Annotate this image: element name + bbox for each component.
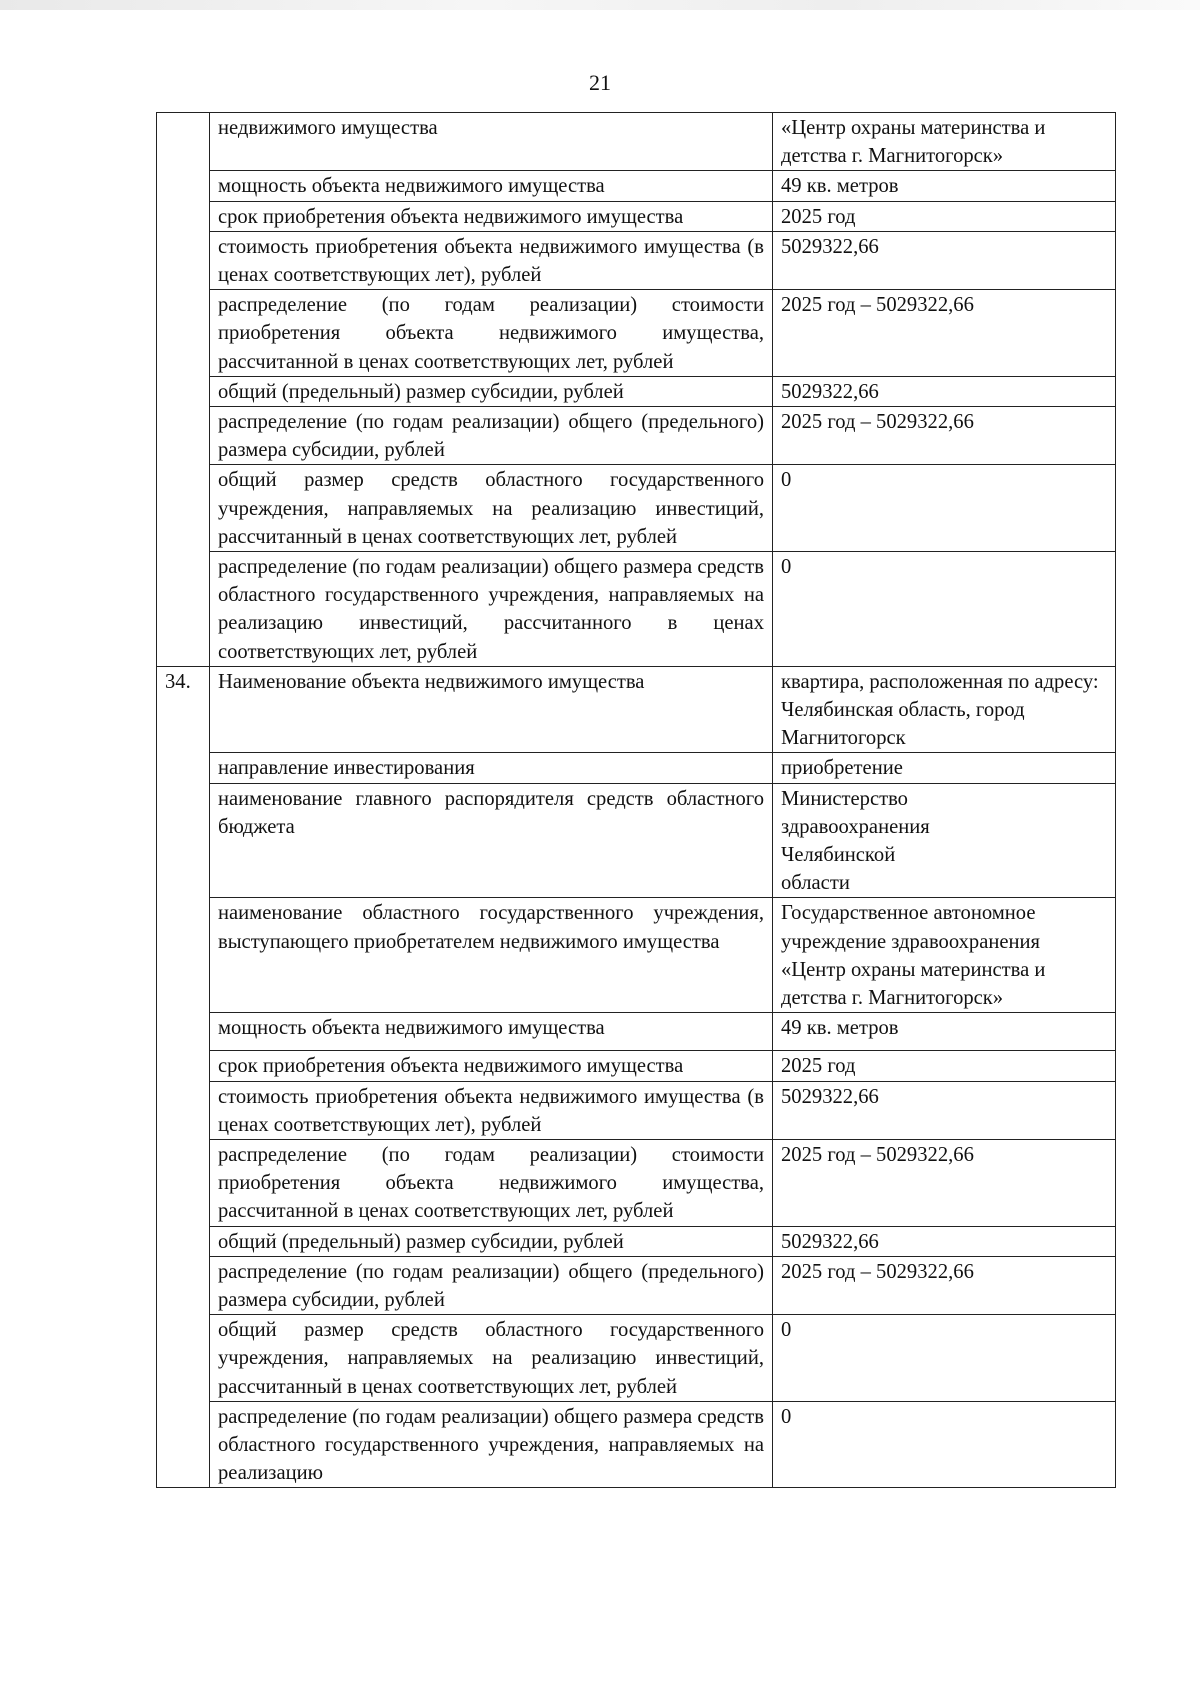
table-row (157, 552, 1116, 667)
row-label: недвижимого имущества (210, 113, 773, 171)
table-row (157, 1226, 1116, 1256)
row-value: квартира, расположенная по адресу: Челябинская область, город Магнитогорск (773, 666, 1116, 753)
row-value: 0 (773, 1401, 1116, 1488)
table-row (157, 1081, 1116, 1139)
row-label: мощность объекта недвижимого имущества (210, 171, 773, 201)
row-value: 5029322,66 (773, 1081, 1116, 1139)
row-label: распределение (по годам реализации) общего размера средств областного государственного учреждения, направляемых на реализацию инвестиций, рассчитанного в ценах соответствующих лет, рублей (210, 552, 773, 667)
table-row (157, 290, 1116, 377)
row-label: распределение (по годам реализации) общего (предельного) размера субсидии, рублей (210, 1256, 773, 1314)
table-row (157, 666, 1116, 753)
row-label: распределение (по годам реализации) общего (предельного) размера субсидии, рублей (210, 407, 773, 465)
row-label: срок приобретения объекта недвижимого имущества (210, 1051, 773, 1081)
scan-top-edge (0, 0, 1200, 10)
row-label: распределение (по годам реализации) стоимости приобретения объекта недвижимого имущества, рассчитанной в ценах соответствующих лет, рублей (210, 1139, 773, 1226)
row-value: 5029322,66 (773, 231, 1116, 289)
table-row (157, 783, 1116, 898)
row-label: общий размер средств областного государственного учреждения, направляемых на реализацию инвестиций, рассчитанный в ценах соответствующих лет, рублей (210, 1315, 773, 1402)
row-value: 5029322,66 (773, 376, 1116, 406)
row-label: Наименование объекта недвижимого имущества (210, 666, 773, 753)
row-value: 2025 год (773, 1051, 1116, 1081)
row-value: «Центр охраны материнства и детства г. Магнитогорск» (773, 113, 1116, 171)
row-label: наименование областного государственного учреждения, выступающего приобретателем недвижимого имущества (210, 898, 773, 1013)
row-value: 2025 год – 5029322,66 (773, 1256, 1116, 1314)
row-value-text: Министерство здравоохранения Челябинской области (781, 787, 930, 895)
investment-table (156, 112, 1116, 1488)
row-label: общий размер средств областного государственного учреждения, направляемых на реализацию инвестиций, рассчитанный в ценах соответствующих лет, рублей (210, 465, 773, 552)
table-row (157, 465, 1116, 552)
row-value: 49 кв. метров (773, 171, 1116, 201)
row-value: Государственное автономное учреждение здравоохранения «Центр охраны материнства и детства г. Магнитогорск» (773, 898, 1116, 1013)
table-row (157, 1051, 1116, 1081)
row-value: 2025 год – 5029322,66 (773, 1139, 1116, 1226)
table-row (157, 1315, 1116, 1402)
table-row (157, 113, 1116, 171)
row-value: 0 (773, 552, 1116, 667)
row-number-cell (157, 113, 210, 667)
row-label: мощность объекта недвижимого имущества (210, 1013, 773, 1051)
row-label: общий (предельный) размер субсидии, рублей (210, 376, 773, 406)
row-label: стоимость приобретения объекта недвижимого имущества (в ценах соответствующих лет), рублей (210, 1081, 773, 1139)
table-row (157, 407, 1116, 465)
row-label: общий (предельный) размер субсидии, рублей (210, 1226, 773, 1256)
row-value: 0 (773, 1315, 1116, 1402)
row-value: 5029322,66 (773, 1226, 1116, 1256)
row-value: 49 кв. метров (773, 1013, 1116, 1051)
table-row (157, 231, 1116, 289)
table-row (157, 376, 1116, 406)
row-value: 2025 год – 5029322,66 (773, 290, 1116, 377)
table-row (157, 171, 1116, 201)
table-row (157, 898, 1116, 1013)
row-value: 0 (773, 465, 1116, 552)
row-value: приобретение (773, 753, 1116, 783)
row-label: наименование главного распорядителя средств областного бюджета (210, 783, 773, 898)
row-label: стоимость приобретения объекта недвижимого имущества (в ценах соответствующих лет), рублей (210, 231, 773, 289)
row-label: распределение (по годам реализации) общего размера средств областного государственного учреждения, направляемых на реализацию (210, 1401, 773, 1488)
row-label: распределение (по годам реализации) стоимости приобретения объекта недвижимого имущества, рассчитанной в ценах соответствующих лет, рублей (210, 290, 773, 377)
row-number-cell: 34. (157, 666, 210, 1487)
row-label: срок приобретения объекта недвижимого имущества (210, 201, 773, 231)
table-row (157, 753, 1116, 783)
table-row (157, 201, 1116, 231)
table-row (157, 1139, 1116, 1226)
row-value: 2025 год – 5029322,66 (773, 407, 1116, 465)
page-number: 21 (589, 70, 611, 95)
row-value: 2025 год (773, 201, 1116, 231)
table-row (157, 1256, 1116, 1314)
table-row (157, 1013, 1116, 1051)
row-label: направление инвестирования (210, 753, 773, 783)
row-value (773, 783, 1116, 898)
table-row (157, 1401, 1116, 1488)
